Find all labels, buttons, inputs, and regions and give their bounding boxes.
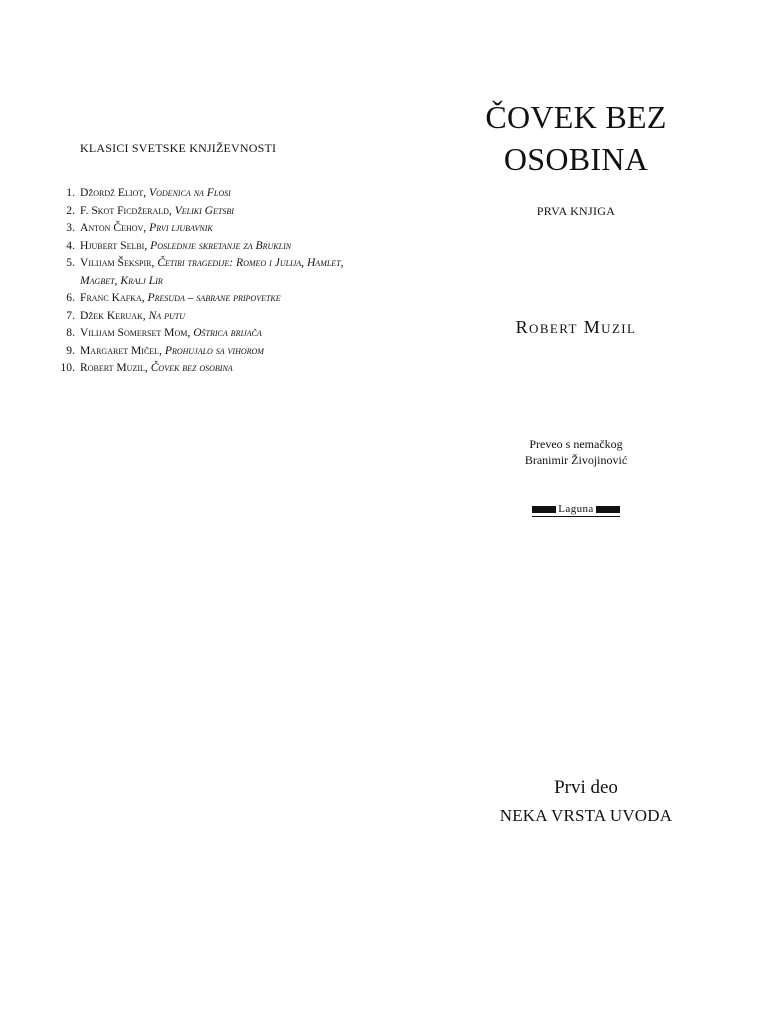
list-item-number: 9. [66, 343, 75, 357]
logo-bar-right [596, 506, 620, 513]
list-item-number: 6. [66, 291, 75, 304]
publisher-name: Laguna [558, 503, 594, 515]
left-page [54, 138, 344, 377]
book-author: Margaret Mičel, [80, 343, 162, 357]
list-item-number: 10. [60, 361, 75, 374]
publisher-logo [532, 504, 619, 517]
title-page [478, 96, 674, 517]
book-title: Poslednje skretanje za Bruklin [150, 238, 292, 252]
list-item [54, 359, 344, 377]
translator-credit [478, 436, 674, 468]
list-item [54, 237, 344, 255]
book-author: Robert Muzil, [80, 361, 148, 374]
translator-name: Branimir Živojinović [524, 453, 628, 467]
list-item [54, 307, 344, 325]
book-title: Prohujalo sa vihorom [164, 343, 264, 357]
part-label: Prvi deo [554, 777, 618, 798]
book-author: Hjubert Selbi, [80, 238, 148, 252]
list-item [54, 184, 344, 202]
list-item [54, 219, 344, 237]
book-title: Veliki Getsbi [174, 203, 234, 217]
page-title: ČOVEK BEZ OSOBINA [485, 99, 667, 177]
list-item [54, 342, 344, 360]
author-name: Robert Muzil [515, 317, 637, 337]
book-title: Na putu [148, 308, 185, 322]
part-title: NEKA VRSTA UVODA [499, 806, 673, 825]
book-author: Vilijam Šekspir, [80, 256, 155, 269]
list-item [54, 289, 344, 307]
translator-line: Preveo s nemačkog [529, 437, 623, 451]
list-item-number: 5. [66, 256, 75, 269]
list-item-number: 1. [66, 186, 75, 199]
list-item-number: 3. [66, 221, 75, 234]
list-item [54, 324, 344, 342]
list-item-number: 2. [66, 203, 75, 217]
list-item-number: 7. [66, 308, 75, 322]
list-item-number: 4. [66, 238, 75, 252]
book-title: Oštrica brijača [193, 326, 262, 339]
book-title: Prvi ljubavnik [149, 221, 213, 234]
book-title: Presuda – sabrane pripovetke [147, 291, 281, 304]
logo-bar-left [532, 506, 556, 513]
book-author: Džek Keruak, [80, 308, 146, 322]
list-item [54, 202, 344, 220]
series-title: KLASICI SVETSKE KNJIŽEVNOSTI [80, 141, 277, 155]
book-author: Anton Čehov, [80, 221, 147, 234]
list-item-number: 8. [66, 326, 75, 339]
book-author: Franc Kafka, [80, 291, 145, 304]
book-title: Četiri tragedije: Romeo i Julija, Hamlet, Magbet, Kralj Lir [80, 256, 344, 287]
book-author: Džordž Eliot, [80, 186, 147, 199]
book-author: F. Skot Ficdžerald, [80, 203, 172, 217]
part-heading [478, 775, 694, 829]
book-list [54, 184, 344, 377]
book-title: Vodenica na Flosi [149, 186, 231, 199]
list-item [54, 254, 344, 289]
page-subtitle: PRVA KNJIGA [536, 204, 616, 218]
book-author: Vilijam Somerset Mom, [80, 326, 191, 339]
book-title: Čovek bez osobina [150, 361, 233, 374]
